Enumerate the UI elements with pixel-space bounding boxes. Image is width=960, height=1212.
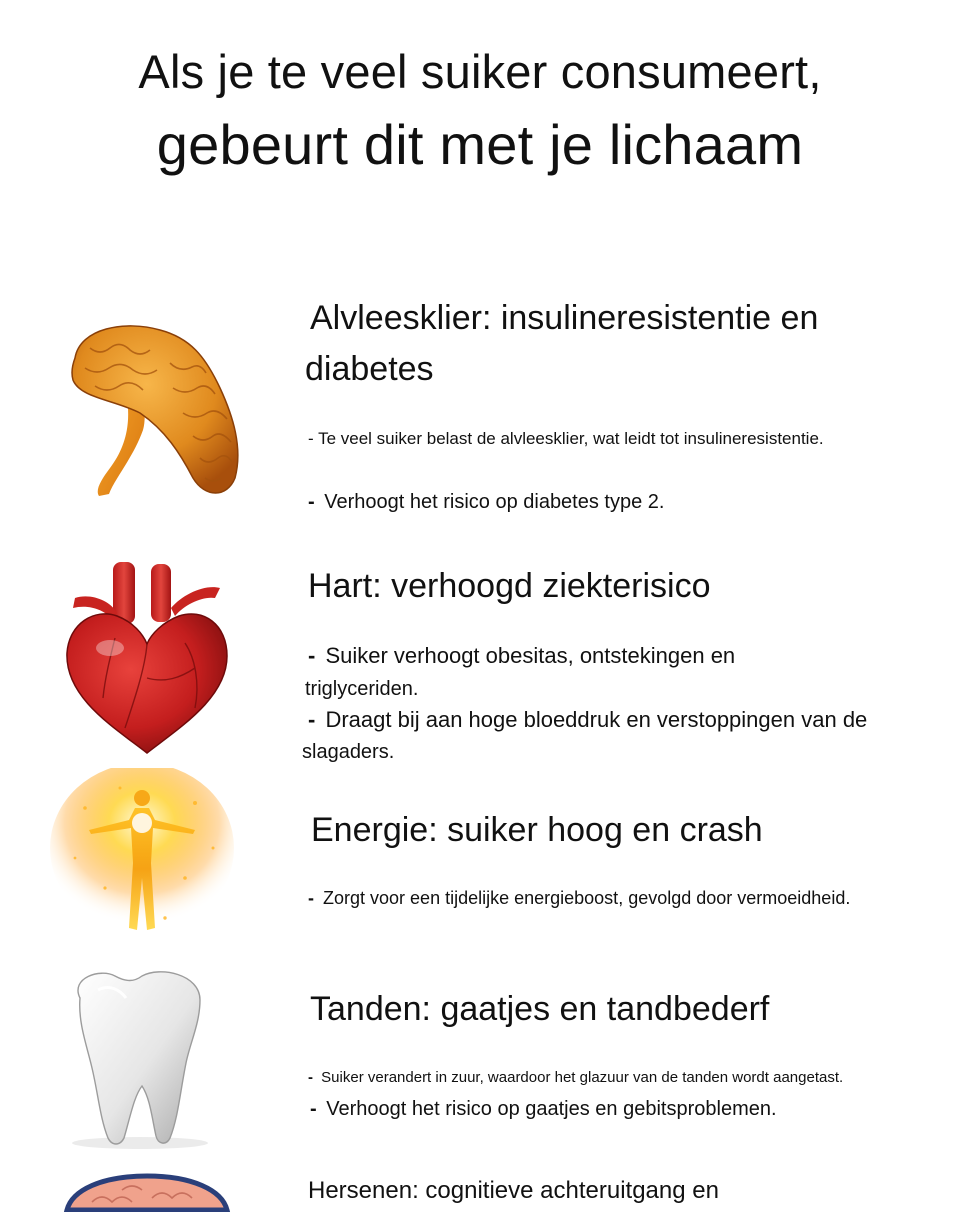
bullet-point: [308, 706, 867, 734]
bullet-text: Verhoogt het risico op gaatjes en gebitsproblemen.: [326, 1098, 777, 1120]
section-heading-energy: Energie: suiker hoog en crash: [311, 811, 763, 849]
bullet-text: Suiker verhoogt obesitas, ontstekingen en: [325, 643, 736, 668]
bullet-dash: -: [310, 1098, 317, 1120]
section-heading-brain: Hersenen: cognitieve achteruitgang en: [308, 1177, 719, 1204]
bullet-point: [308, 886, 850, 910]
bullet-dash: -: [308, 429, 314, 448]
energy-body-icon: [45, 768, 240, 948]
heading-line-1: Alvleesklier: insulineresistentie en: [310, 299, 819, 337]
heart-icon: [55, 558, 240, 758]
tooth-icon: [60, 968, 220, 1153]
bullet-dash: -: [308, 707, 316, 732]
pancreas-icon: [55, 318, 250, 503]
bullet-text: Te veel suiker belast de alvleesklier, wat leidt tot insulineresistentie.: [318, 429, 824, 448]
bullet-text-continued: slagaders.: [302, 741, 395, 763]
bullet-point: [310, 1096, 777, 1122]
bullet-point: [308, 489, 664, 515]
section-heading-teeth: Tanden: gaatjes en tandbederf: [310, 990, 770, 1028]
bullet-text: Zorgt voor een tijdelijke energieboost, gevolgd door vermoeidheid.: [323, 888, 851, 908]
bullet-text: Verhoogt het risico op diabetes type 2.: [324, 491, 665, 513]
page-title-line-1: Als je te veel suiker consumeert,: [138, 45, 822, 98]
bullet-text: Suiker verandert in zuur, waardoor het glazuur van de tanden wordt aangetast.: [321, 1069, 844, 1086]
heading-line-2: diabetes: [305, 350, 434, 388]
section-heading-heart: Hart: verhoogd ziekterisico: [308, 567, 711, 605]
brain-icon: [62, 1172, 232, 1212]
page-title-line-2: gebeurt dit met je lichaam: [156, 113, 804, 176]
section-heading-pancreas-cont: [305, 347, 434, 391]
bullet-point: [308, 1068, 843, 1088]
bullet-dash: -: [308, 1069, 313, 1086]
section-heading-pancreas: [310, 296, 818, 340]
bullet-point: [308, 428, 824, 450]
bullet-text: Draagt bij aan hoge bloeddruk en verstoppingen van de: [325, 707, 868, 732]
bullet-text-continued: triglyceriden.: [305, 678, 419, 700]
bullet-dash: -: [308, 491, 315, 513]
bullet-point: [308, 642, 735, 670]
bullet-dash: -: [308, 643, 316, 668]
bullet-dash: -: [308, 888, 314, 908]
